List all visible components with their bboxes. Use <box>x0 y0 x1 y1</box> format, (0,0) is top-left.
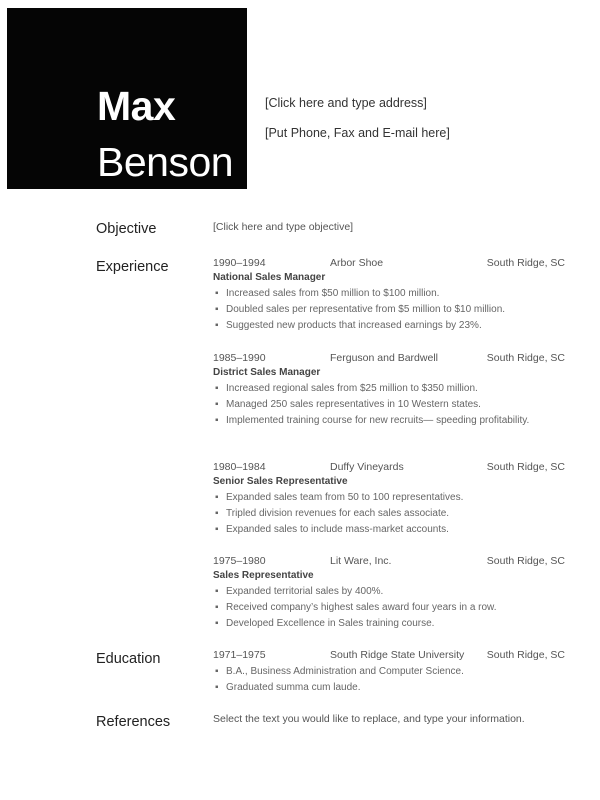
job-title: Senior Sales Representative <box>213 476 348 487</box>
bullet-icon: ▪ <box>215 586 219 597</box>
job-company: Arbor Shoe <box>330 257 384 269</box>
bullet-item: ▪ Increased sales from $50 million to $100 million. <box>215 288 440 299</box>
job-meta <box>213 461 565 475</box>
education-heading: Education <box>96 651 161 667</box>
job-dates: 1980–1984 <box>213 461 266 473</box>
job-entry <box>213 555 565 633</box>
job-dates: 1990–1994 <box>213 257 266 269</box>
job-location: South Ridge, SC <box>486 555 565 567</box>
job-meta <box>213 555 565 569</box>
bullet-item: ▪ Expanded sales team from 50 to 100 representatives. <box>215 492 464 503</box>
bullet-icon: ▪ <box>215 320 219 331</box>
job-bullets <box>213 382 565 427</box>
bullet-icon: ▪ <box>215 492 219 503</box>
job-entry <box>213 257 565 335</box>
job-location: South Ridge, SC <box>486 352 565 364</box>
job-bullets <box>213 491 565 536</box>
bullet-icon: ▪ <box>215 666 219 677</box>
bullet-icon: ▪ <box>215 304 219 315</box>
job-dates: 1985–1990 <box>213 352 266 364</box>
bullet-item: ▪ Tripled division revenues for each sales associate. <box>215 508 450 519</box>
bullet-item: ▪ Suggested new products that increased earnings by 23%. <box>215 320 482 331</box>
bullet-icon: ▪ <box>215 415 219 426</box>
job-bullets <box>213 585 565 630</box>
job-meta <box>213 352 565 366</box>
bullet-item: ▪ Received company’s highest sales award four years in a row. <box>215 602 497 613</box>
bullet-item: ▪ Increased regional sales from $25 million to $350 million. <box>215 383 478 394</box>
bullet-item: ▪ Developed Excellence in Sales training course. <box>215 618 435 629</box>
bullet-icon: ▪ <box>215 508 219 519</box>
job-title: National Sales Manager <box>213 272 326 283</box>
job-company: Ferguson and Bardwell <box>330 352 438 364</box>
education-school: South Ridge State University <box>330 649 465 661</box>
name-block <box>7 8 247 189</box>
bullet-item: ▪ Expanded sales to include mass-market accounts. <box>215 524 449 535</box>
bullet-icon: ▪ <box>215 618 219 629</box>
bullet-icon: ▪ <box>215 682 219 693</box>
bullet-item: ▪ Managed 250 sales representatives in 10 Western states. <box>215 399 481 410</box>
job-meta <box>213 257 565 271</box>
education-bullets <box>213 665 565 694</box>
job-title: Sales Representative <box>213 570 314 581</box>
experience-heading: Experience <box>96 259 169 275</box>
references-heading: References <box>96 714 171 730</box>
job-company: Duffy Vineyards <box>330 461 404 473</box>
education-location: South Ridge, SC <box>486 649 565 661</box>
objective-heading: Objective <box>96 221 157 237</box>
bullet-icon: ▪ <box>215 288 219 299</box>
education-meta <box>213 649 565 663</box>
bullet-item: ▪ Expanded territorial sales by 400%. <box>215 586 384 597</box>
job-bullets <box>213 287 565 332</box>
job-location: South Ridge, SC <box>486 461 565 473</box>
bullet-icon: ▪ <box>215 602 219 613</box>
job-location: South Ridge, SC <box>486 257 565 269</box>
job-company: Lit Ware, Inc. <box>330 555 392 567</box>
first-name: Max <box>97 83 176 129</box>
education-entry <box>213 649 565 697</box>
objective-placeholder[interactable]: [Click here and type objective] <box>213 221 354 233</box>
job-entry <box>213 352 565 430</box>
bullet-icon: ▪ <box>215 383 219 394</box>
last-name: Benson <box>97 139 234 185</box>
job-dates: 1975–1980 <box>213 555 266 567</box>
bullet-item: ▪ Doubled sales per representative from $5 million to $10 million. <box>215 304 506 315</box>
references-placeholder[interactable]: Select the text you would like to replace, and type your information. <box>213 713 525 725</box>
bullet-icon: ▪ <box>215 399 219 410</box>
address-placeholder[interactable]: [Click here and type address] <box>265 96 427 110</box>
education-dates: 1971–1975 <box>213 649 266 661</box>
bullet-item: ▪ Implemented training course for new recruits— speeding profitability. <box>215 415 530 426</box>
job-title: District Sales Manager <box>213 367 321 378</box>
bullet-item: ▪ B.A., Business Administration and Computer Science. <box>215 666 464 677</box>
bullet-icon: ▪ <box>215 524 219 535</box>
job-entry <box>213 461 565 539</box>
contact-placeholder[interactable]: [Put Phone, Fax and E-mail here] <box>265 126 450 140</box>
bullet-item: ▪ Graduated summa cum laude. <box>215 682 361 693</box>
